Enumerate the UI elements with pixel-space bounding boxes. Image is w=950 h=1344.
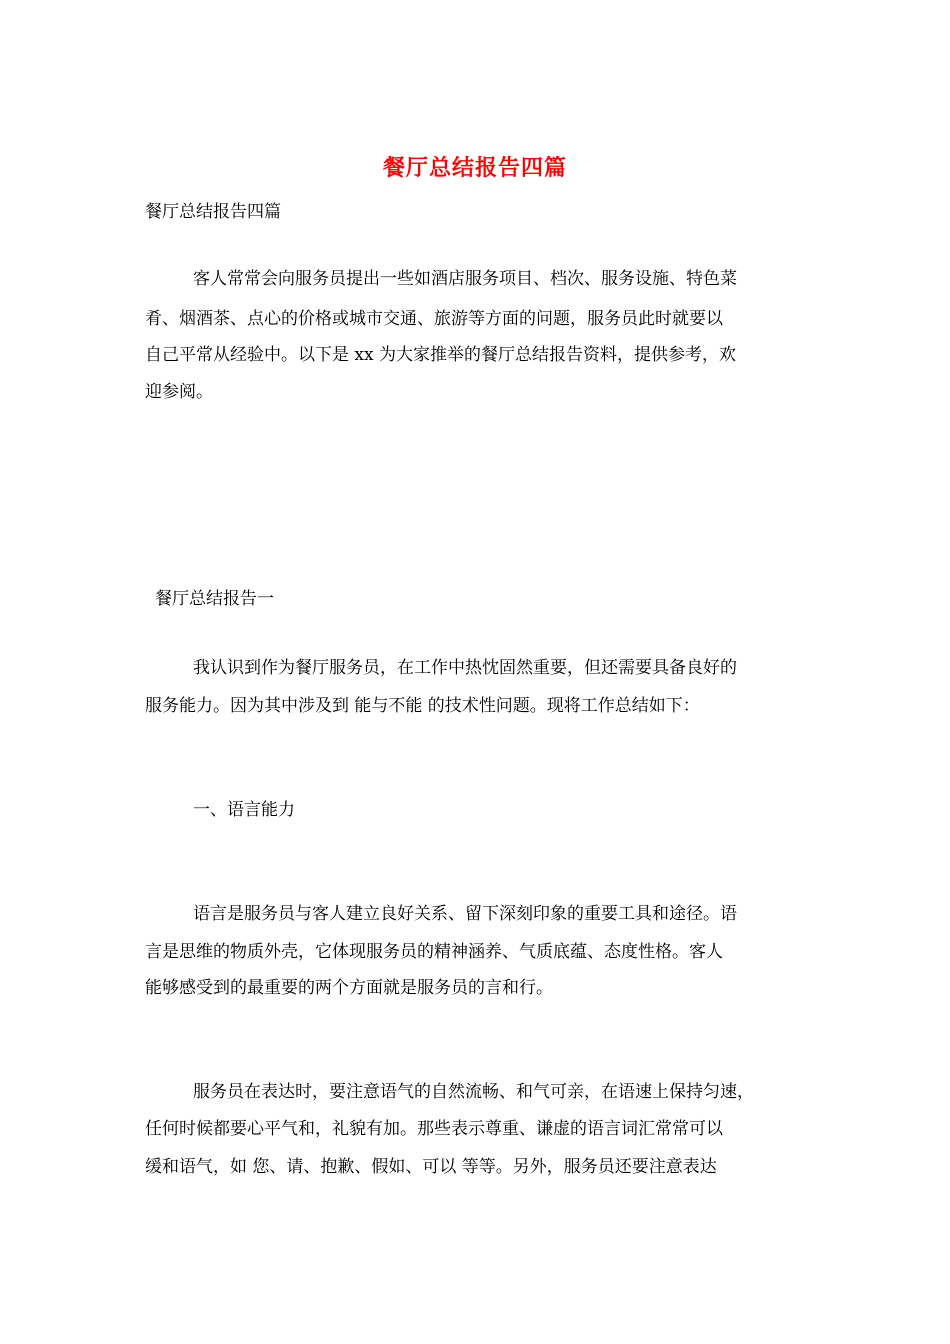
section1-p1-line: 言是思维的物质外壳，它体现服务员的精神涵养、气质底蕴、态度性格。客人: [145, 942, 723, 962]
section1-p1-line: 语言是服务员与客人建立良好关系、留下深刻印象的重要工具和途径。语: [193, 904, 737, 924]
section1-p2-line: 任何时候都要心平气和，礼貌有加。那些表示尊重、谦虚的语言词汇常常可以: [145, 1119, 723, 1139]
document-subtitle: 餐厅总结报告四篇: [145, 202, 281, 222]
intro-line: 自己平常从经验中。以下是 xx 为大家推举的餐厅总结报告资料，提供参考，欢: [145, 345, 736, 365]
document-title: 餐厅总结报告四篇: [382, 155, 567, 181]
intro-line: 肴、烟酒茶、点心的价格或城市交通、旅游等方面的问题，服务员此时就要以: [145, 309, 723, 329]
report1-intro-line: 服务能力。因为其中涉及到 能与不能 的技术性问题。现将工作总结如下：: [145, 696, 700, 716]
intro-line: 客人常常会向服务员提出一些如酒店服务项目、档次、服务设施、特色菜: [193, 269, 737, 289]
section1-p1-line: 能够感受到的最重要的两个方面就是服务员的言和行。: [145, 978, 553, 998]
section1-heading: 一、语言能力: [193, 800, 295, 820]
section1-p2-line: 缓和语气，如 您、请、抱歉、假如、可以 等等。另外，服务员还要注意表达: [145, 1157, 717, 1177]
section1-p2-line: 服务员在表达时，要注意语气的自然流畅、和气可亲，在语速上保持匀速，: [193, 1082, 754, 1102]
intro-line: 迎参阅。: [145, 382, 213, 402]
report1-intro-line: 我认识到作为餐厅服务员，在工作中热忱固然重要，但还需要具备良好的: [193, 658, 737, 678]
report1-heading: 餐厅总结报告一: [155, 589, 274, 609]
